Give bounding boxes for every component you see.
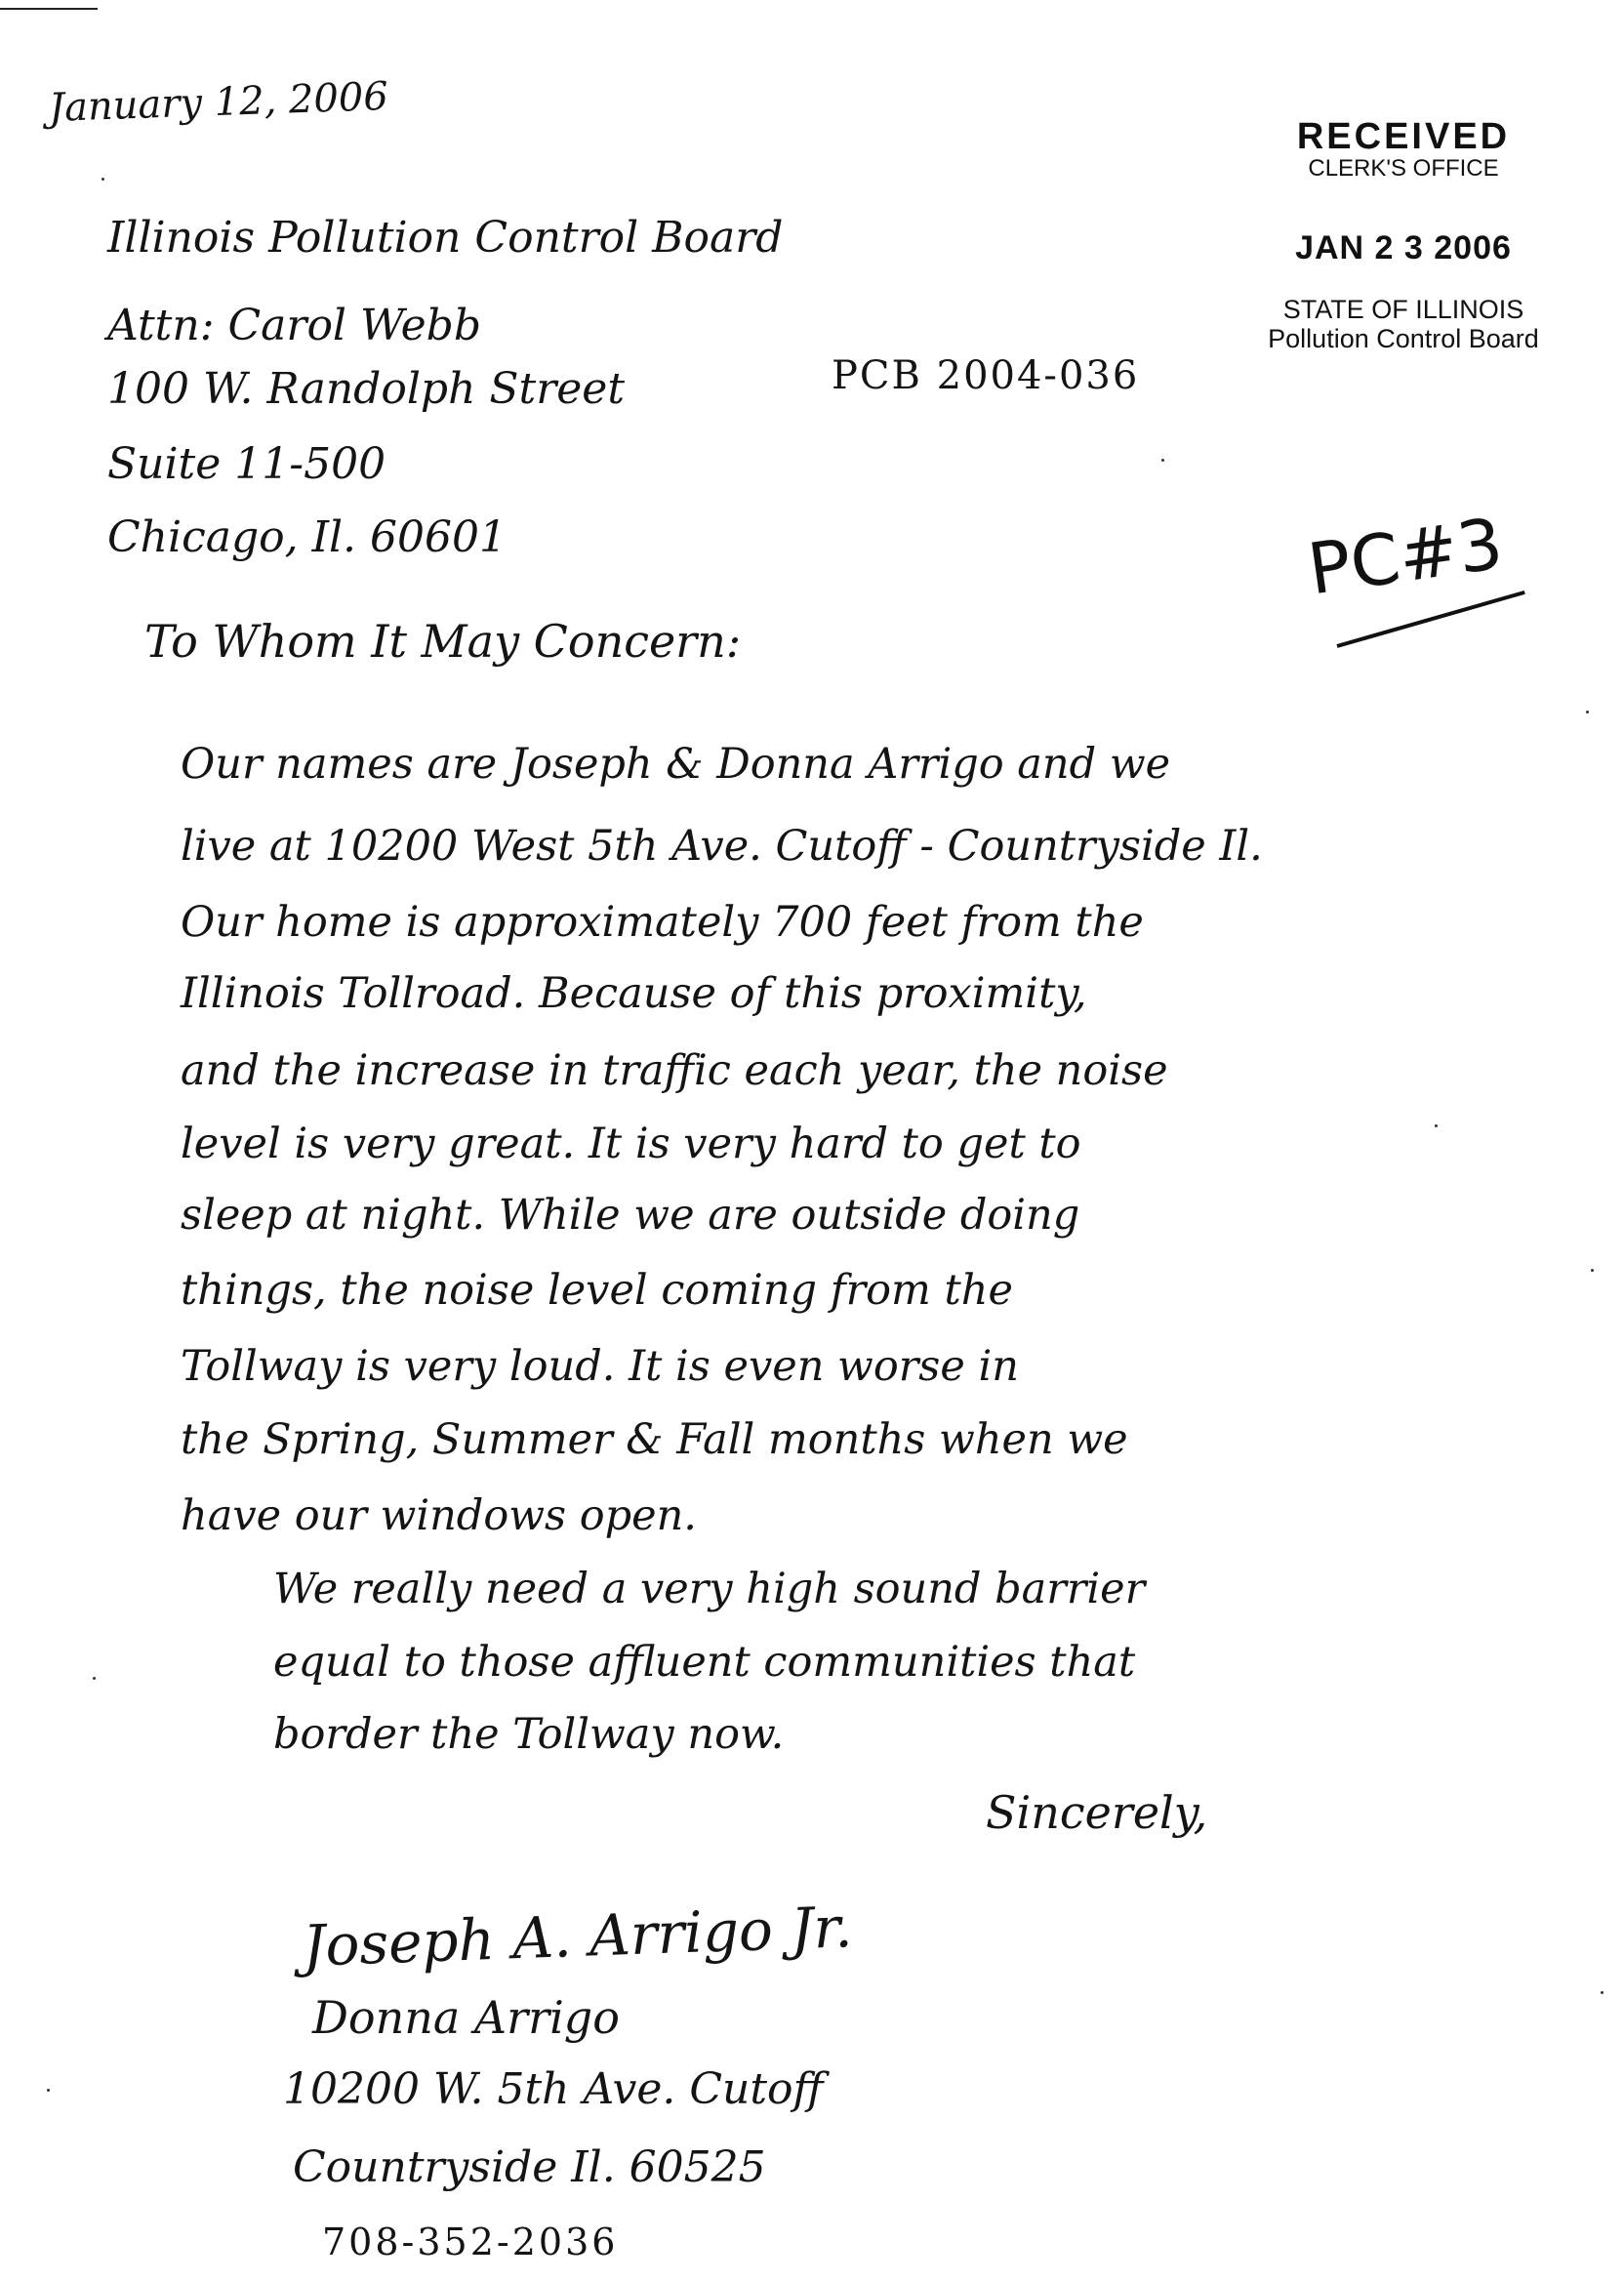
body-line: live at 10200 West 5th Ave. Cutoff - Countryside Il. [181, 822, 1263, 871]
body-line: Our names are Joseph & Donna Arrigo and we [181, 740, 1171, 789]
body-line: equal to those affluent communities that [273, 1638, 1136, 1687]
sender-address-line-2: Countryside Il. 60525 [293, 2142, 766, 2192]
scan-speck [47, 2089, 50, 2092]
body-line: the Spring, Summer & Fall months when we [181, 1415, 1128, 1464]
scan-speck [93, 1677, 96, 1680]
received-stamp [1228, 117, 1579, 353]
body-line: Our home is approximately 700 feet from the [181, 898, 1144, 947]
stamp-office: CLERK'S OFFICE [1308, 155, 1499, 182]
stamp-received: RECEIVED [1296, 116, 1511, 157]
scan-speck [1435, 1124, 1438, 1127]
scan-speck [102, 178, 104, 181]
scan-speck [1586, 711, 1589, 713]
stamp-board: Pollution Control Board [1268, 324, 1539, 353]
scan-speck [1161, 459, 1164, 462]
stamp-state: STATE OF ILLINOIS [1282, 295, 1524, 324]
signature-joseph: Joseph A. Arrigo Jr. [301, 1894, 854, 1979]
body-line: things, the noise level coming from the [181, 1266, 1013, 1315]
recipient-line-1: Illinois Pollution Control Board [107, 213, 784, 263]
body-line: We really need a very high sound barrier [273, 1565, 1146, 1613]
top-rule [0, 8, 98, 10]
body-line: have our windows open. [181, 1491, 697, 1540]
recipient-line-5: Chicago, Il. 60601 [107, 512, 507, 562]
body-line: border the Tollway now. [273, 1710, 785, 1759]
sender-phone: 708-352-2036 [322, 2221, 619, 2263]
closing: Sincerely, [986, 1786, 1208, 1839]
stamp-date: JAN 2 3 2006 [1295, 229, 1512, 266]
case-number: PCB 2004-036 [832, 353, 1140, 398]
scan-speck [1601, 1991, 1604, 1994]
recipient-line-3: 100 W. Randolph Street [107, 364, 626, 414]
letter-date: January 12, 2006 [48, 73, 389, 132]
recipient-line-4: Suite 11-500 [107, 439, 386, 489]
recipient-line-2: Attn: Carol Webb [107, 301, 482, 350]
signature-donna: Donna Arrigo [312, 1991, 620, 2044]
body-line: level is very great. It is very hard to get to [181, 1120, 1081, 1168]
scan-speck [1591, 1269, 1594, 1272]
sender-address-line-1: 10200 W. 5th Ave. Cutoff [283, 2064, 824, 2114]
body-line: Illinois Tollroad. Because of this proximity, [181, 969, 1087, 1018]
pc-mark: PC#3 [1303, 502, 1508, 611]
body-line: Tollway is very loud. It is even worse in [181, 1342, 1019, 1391]
body-line: and the increase in traffic each year, the noise [181, 1046, 1168, 1095]
body-line: sleep at night. While we are outside doing [181, 1191, 1080, 1240]
salutation: To Whom It May Concern: [144, 615, 742, 668]
